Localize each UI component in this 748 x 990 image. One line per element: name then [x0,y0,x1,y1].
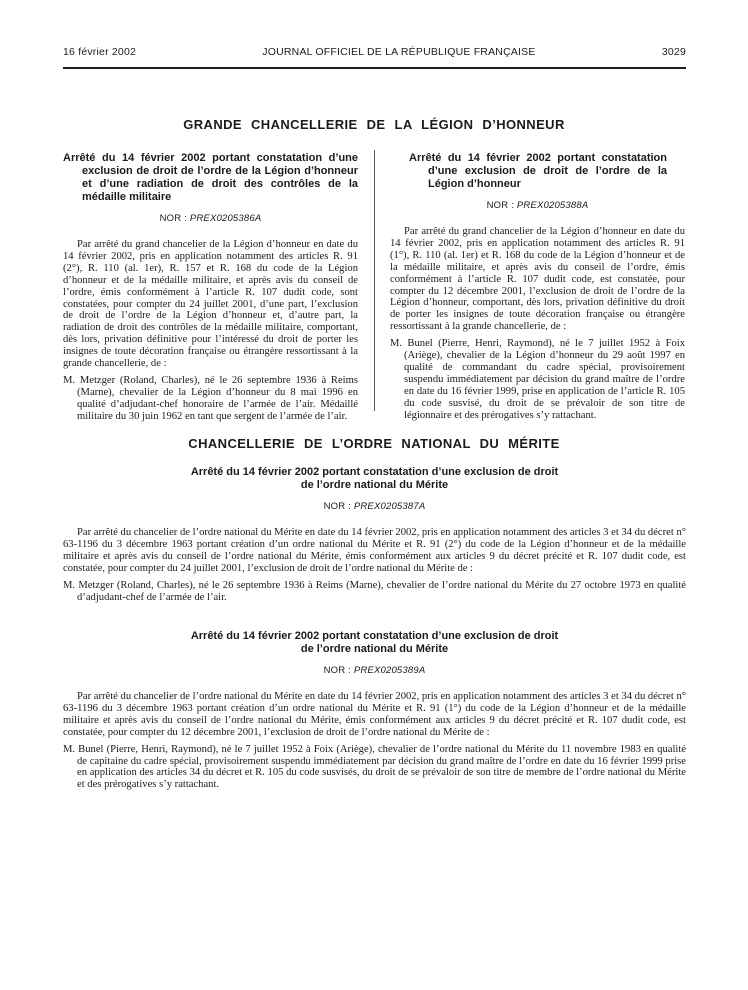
nor-line-merite-2 [63,665,686,676]
arrete-body-left: Par arrêté du grand chancelier de la Légion d’honneur en date du 14 février 2002, pris en application notamment des articles R. 91 (2°), R. 110 (al. 1er), R. 157 et R. 168 du code de la Légion d’honneur et de la médaille militaire, et après avis du conseil de l’ordre, émis conformément à l’article R. 107 dudit code, sont constatées, pour compter du 24 juillet 2001, d’une part, l’exclusion de droit de l’ordre de la Légion d’honneur et, d’autre part, la radiation de droit des contrôles de la médaille militaire, comportant, dès lors, privation définitive pour l’intéressé du droit de porter les insignes de toute décoration française ou étrangère ressortissant à la grande chancellerie, de : [63,239,358,370]
section2-title: CHANCELLERIE DE L’ORDRE NATIONAL DU MÉRITE [188,436,560,451]
section1-title: GRANDE CHANCELLERIE DE LA LÉGION D’HONNEUR [183,117,565,132]
running-head [63,46,686,58]
arrete-person-right: M. Bunel (Pierre, Henri, Raymond), né le 7 juillet 1952 à Foix (Ariège), chevalier de la Légion d’honneur du 29 août 1997 en qualité de commandant du cadre spécial, provisoirement suspendu immédiatement par décision du grand maître de l’ordre en date du 16 février 1999, prise en application de l’article R. 105 du code susvisé, du droit de se prévaloir de son titre de légionnaire et des prérogatives s’y rattachant. [390,338,685,421]
right-column [390,152,685,423]
arrete-heading-merite-2: Arrêté du 14 février 2002 portant constatation d’une exclusion de droit de l’ordre national du Mérite [190,630,559,655]
nor-code: PREX0205389A [353,665,426,676]
arrete-body-merite-2: Par arrêté du chancelier de l’ordre national du Mérite en date du 14 février 2002, pris en application notamment des articles 3 et 34 du décret n° 63-1196 du 3 décembre 1963 portant création d’un ordre national du Mérite et R. 91 (1°) du code de la Légion d’honneur et de la médaille militaire et après avis du conseil de l’ordre national du Mérite, émis conformément aux articles 9 du décret précité et R. 107 dudit code, est constatée, pour compter du 12 décembre 2001, l’exclusion de droit de l’ordre national du Mérite de : [63,691,686,738]
arrete-person-merite-2: M. Bunel (Pierre, Henri, Raymond), né le 7 juillet 1952 à Foix (Ariège), chevalier de l’ordre national du Mérite du 11 novembre 1983 en qualité de capitaine du cadre spécial, provisoirement suspendu immédiatement par décision du grand maître de l’ordre en date du 16 février 1999 prise en application des articles 34 du décret et R. 105 du code susvisés, du droit de se prévaloir de son titre de membre de l’ordre national du Mérite et des prérogatives s’y rattachant. [63,743,686,791]
nor-line-right [390,200,685,211]
journal-title: JOURNAL OFFICIEL DE LA RÉPUBLIQUE FRANÇAISE [262,46,536,58]
arrete-heading-right: Arrêté du 14 février 2002 portant constatation d’une exclusion de droit de l’ordre de la Légion d’honneur [409,152,667,190]
nor-line-merite-1 [63,501,686,512]
header-rule [63,67,686,69]
arrete-body-merite-1: Par arrêté du chancelier de l’ordre national du Mérite en date du 14 février 2002, pris en application notamment des articles 3 et 34 du décret n° 63-1196 du 3 décembre 1963 portant création d’un ordre national du Mérite et R. 91 (2°) du code de la Légion d’honneur et de la médaille militaire et après avis du conseil de l’ordre national du Mérite, émis conformément aux articles 9 du décret précité et R. 107 dudit code, est constatée, pour compter du 24 juillet 2001, l’exclusion de droit de l’ordre national du Mérite de : [63,527,686,574]
arrete-heading-left: Arrêté du 14 février 2002 portant constatation d’une exclusion de droit de l’ordre de la Légion d’honneur et d’une radiation de droit des contrôles de la médaille militaire [63,152,358,203]
nor-code: PREX0205386A [189,213,262,224]
header-date: 16 février 2002 [63,46,137,58]
page-number: 3029 [661,46,686,58]
left-column [63,152,358,423]
nor-label: NOR : [486,200,514,211]
merite-subsection-1 [63,466,686,603]
two-column-area [63,152,686,423]
arrete-body-right: Par arrêté du grand chancelier de la Légion d’honneur en date du 14 février 2002, pris en application notamment des articles R. 91 (1°), R. 110 (al. 1er) et R. 168 du code de la Légion d’honneur et de la médaille militaire, et après avis du conseil de l’ordre, émis conformément à l’article R. 107 dudit code, est constatée, pour compter du 12 décembre 2001, l’exclusion de droit de l’ordre de la Légion d’honneur, comportant, dès lors, privation définitive du droit de porter les insignes de toute décoration française ou étrangère ressortissant à la grande chancellerie, de : [390,226,685,333]
nor-code: PREX0205388A [516,200,589,211]
merite-subsection-2 [63,630,686,791]
nor-code: PREX0205387A [353,501,426,512]
arrete-person-left: M. Metzger (Roland, Charles), né le 26 septembre 1936 à Reims (Marne), chevalier de la Légion d’honneur du 8 mai 1996 en qualité d’adjudant-chef honoraire de l’armée de l’air. Médaillé militaire du 30 juin 1962 en tant que sergent de l’armée de l’air. [63,374,358,422]
nor-line-left [63,213,358,224]
nor-label: NOR : [323,501,351,512]
nor-label: NOR : [323,665,351,676]
nor-label: NOR : [159,213,187,224]
arrete-person-merite-1: M. Metzger (Roland, Charles), né le 26 septembre 1936 à Reims (Marne), chevalier de l’ordre national du Mérite du 27 octobre 1973 en qualité d’adjudant-chef de l’armée de l’air. [63,579,686,603]
arrete-heading-merite-1: Arrêté du 14 février 2002 portant constatation d’une exclusion de droit de l’ordre national du Mérite [190,466,559,491]
